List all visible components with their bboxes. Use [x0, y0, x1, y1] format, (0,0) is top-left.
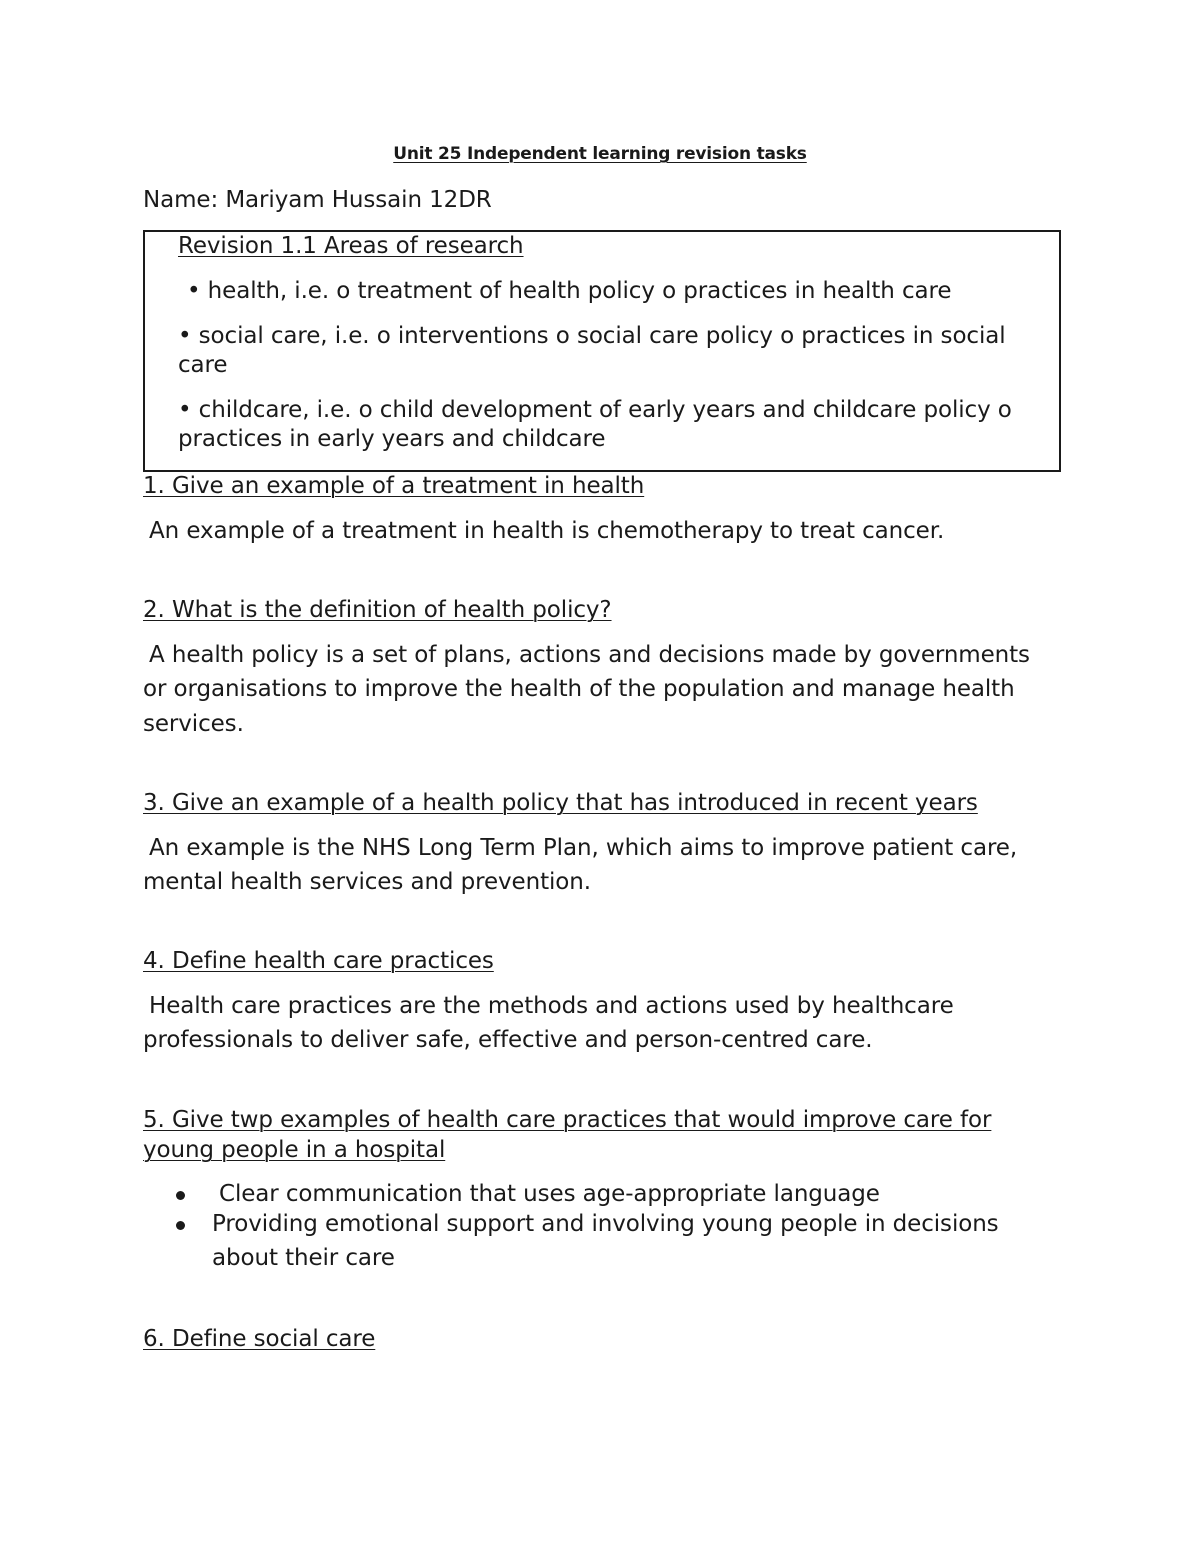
revision-item-social-care-cont: care — [178, 352, 228, 378]
question-2: 2. What is the definition of health policy? — [143, 597, 612, 623]
answer-2-line-2: or organisations to improve the health of the population and manage health — [143, 676, 1015, 702]
student-name-line: Name: Mariyam Hussain 12DR — [143, 187, 492, 213]
answer-4-line-1: Health care practices are the methods and actions used by healthcare — [149, 993, 954, 1019]
question-5-line-1: 5. Give twp examples of health care practices that would improve care for — [143, 1107, 992, 1133]
answer-5-bullet-1: Clear communication that uses age-appropriate language — [219, 1181, 880, 1207]
answer-5-bullet-2-line-1: Providing emotional support and involving young people in decisions — [212, 1211, 999, 1237]
question-4: 4. Define health care practices — [143, 948, 494, 974]
answer-2-line-3: services. — [143, 711, 244, 737]
question-6: 6. Define social care — [143, 1326, 376, 1352]
question-3: 3. Give an example of a health policy that has introduced in recent years — [143, 790, 978, 816]
revision-heading: Revision 1.1 Areas of research — [178, 233, 524, 259]
answer-2-line-1: A health policy is a set of plans, actions and decisions made by governments — [149, 642, 1030, 668]
bullet-icon — [176, 1221, 185, 1230]
bullet-icon — [176, 1191, 185, 1200]
document-title: Unit 25 Independent learning revision tasks — [393, 144, 807, 164]
question-5-line-2: young people in a hospital — [143, 1137, 446, 1163]
revision-item-childcare: • childcare, i.e. o child development of early years and childcare policy o — [178, 397, 1012, 423]
revision-item-social-care: • social care, i.e. o interventions o social care policy o practices in social — [178, 323, 1006, 349]
answer-1: An example of a treatment in health is chemotherapy to treat cancer. — [149, 518, 945, 544]
answer-3-line-1: An example is the NHS Long Term Plan, which aims to improve patient care, — [149, 835, 1018, 861]
revision-item-childcare-cont: practices in early years and childcare — [178, 426, 606, 452]
answer-4-line-2: professionals to deliver safe, effective and person-centred care. — [143, 1027, 873, 1053]
question-1: 1. Give an example of a treatment in health — [143, 473, 645, 499]
revision-item-health: • health, i.e. o treatment of health policy o practices in health care — [187, 278, 952, 304]
answer-3-line-2: mental health services and prevention. — [143, 869, 591, 895]
answer-5-bullet-2-line-2: about their care — [212, 1245, 395, 1271]
